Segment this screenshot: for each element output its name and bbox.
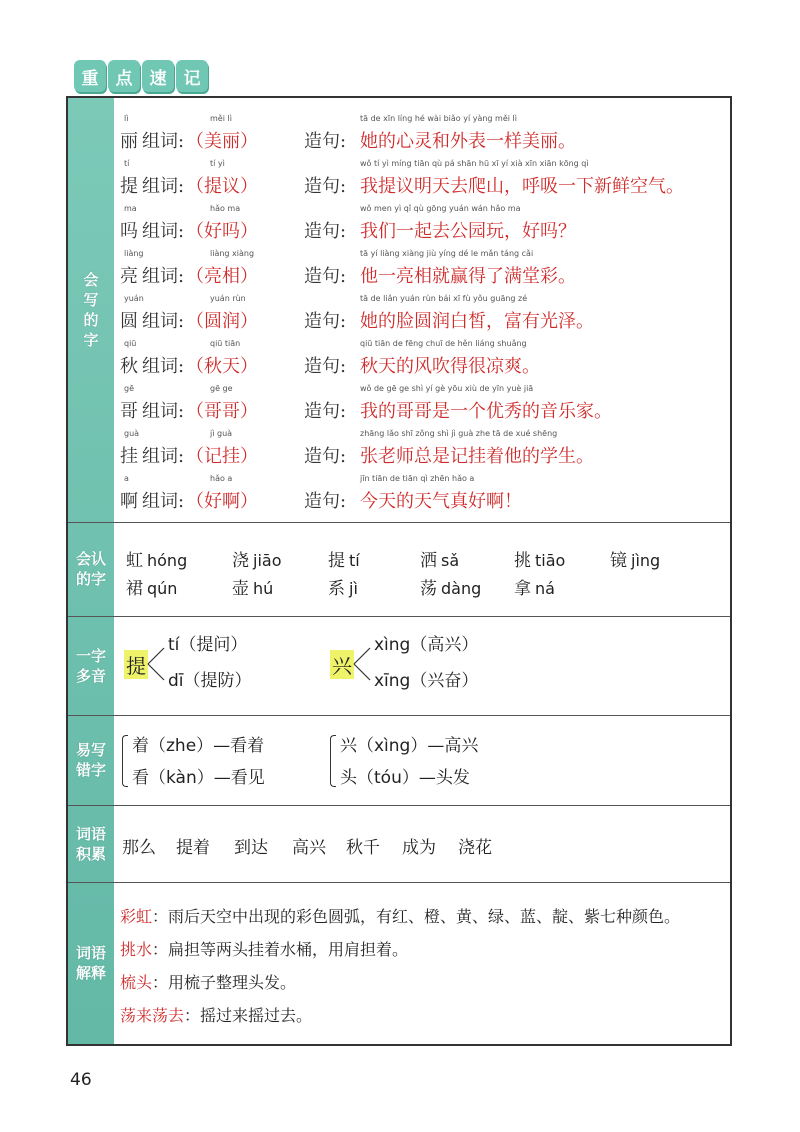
write-row xyxy=(120,429,730,473)
write-row xyxy=(120,204,730,248)
section-header xyxy=(74,60,208,92)
brace xyxy=(122,735,128,787)
recognize-item xyxy=(126,574,177,599)
write-char: 挂 xyxy=(120,446,138,467)
section-label-explain xyxy=(68,882,114,1044)
recognize-pinyin: qún xyxy=(147,579,178,598)
write-char: 亮 xyxy=(120,266,138,287)
label-line: 积累 xyxy=(75,844,106,863)
recognize-char: 浇 xyxy=(232,551,249,571)
recognize-item xyxy=(514,574,555,599)
write-row xyxy=(120,249,730,293)
sentence-label: 造句: xyxy=(304,176,347,197)
confusing-section xyxy=(120,715,726,805)
explanation-text: ：雨后天空中出现的彩色圆弧，有红、橙、黄、绿、蓝、靛、紫七种颜色。 xyxy=(152,907,681,926)
explanation xyxy=(120,1003,312,1026)
recognize-pinyin: dàng xyxy=(441,579,482,598)
polyphonic-reading: tí（提问） xyxy=(168,635,248,655)
sentence-example: 她的心灵和外表一样美丽。 xyxy=(360,131,576,152)
recognize-item xyxy=(420,546,459,571)
write-char: 圆 xyxy=(120,311,138,332)
sentence-pinyin: tā de liǎn yuán rùn bái xī fù yǒu guāng zé xyxy=(360,294,528,303)
write-row xyxy=(120,339,730,383)
word-pinyin: hǎo ma xyxy=(210,204,241,213)
group-label: 组词: xyxy=(142,311,185,332)
word-pinyin: hǎo a xyxy=(210,474,233,483)
recognize-section xyxy=(120,522,726,616)
word-pinyin: měi lì xyxy=(210,114,232,123)
header-tile: 重 xyxy=(74,60,106,92)
group-label: 组词: xyxy=(142,491,185,512)
sentence-label: 造句: xyxy=(304,311,347,332)
label-char: 的 xyxy=(83,311,99,329)
char-pinyin: gē xyxy=(124,384,134,393)
sentence-example: 张老师总是记挂着他的学生。 xyxy=(360,446,594,467)
recognize-pinyin: tí xyxy=(349,551,360,570)
write-char: 丽 xyxy=(120,131,138,152)
explanation xyxy=(120,904,680,927)
group-label: 组词: xyxy=(142,131,185,152)
char-pinyin: a xyxy=(124,474,129,483)
label-line: 易写 xyxy=(75,741,106,759)
branch-lines xyxy=(352,638,372,688)
word-item: 到达 xyxy=(234,838,268,858)
recognize-char: 拿 xyxy=(514,579,531,599)
explanation-term: 彩虹 xyxy=(120,907,153,926)
explanation xyxy=(120,937,408,960)
sentence-example: 秋天的风吹得很凉爽。 xyxy=(360,356,540,377)
write-char: 啊 xyxy=(120,491,138,512)
recognize-pinyin: ná xyxy=(535,579,555,598)
confusing-item: 着（zhe）—看着 xyxy=(132,736,265,756)
polyphonic-reading: dī（提防） xyxy=(168,671,252,691)
words-section xyxy=(120,805,726,882)
brace xyxy=(330,735,336,787)
sentence-pinyin: wǒ de gē ge shì yí gè yōu xiù de yīn yuè jiā xyxy=(360,384,534,393)
group-label: 组词: xyxy=(142,356,185,377)
recognize-char: 提 xyxy=(328,551,345,571)
sentence-label: 造句: xyxy=(304,356,347,377)
word-pinyin: qiū tiān xyxy=(210,339,241,348)
recognize-char: 荡 xyxy=(420,579,437,599)
word-item: 那么 xyxy=(122,838,156,858)
polyphonic-section xyxy=(120,616,726,715)
word-item: 高兴 xyxy=(292,838,326,858)
explanation-text: ：扁担等两头挂着水桶，用肩担着。 xyxy=(152,940,409,959)
word-example: （好吗） xyxy=(186,221,258,242)
section-label-recognize xyxy=(68,522,114,616)
confusing-item: 头（tóu）—头发 xyxy=(340,768,470,788)
char-pinyin: tí xyxy=(124,159,130,168)
confusing-item: 看（kàn）—看见 xyxy=(132,768,265,788)
group-label: 组词: xyxy=(142,221,185,242)
confusing-item: 兴（xìng）—高兴 xyxy=(340,736,479,756)
sentence-example: 他一亮相就赢得了满堂彩。 xyxy=(360,266,576,287)
word-example: （记挂） xyxy=(186,446,258,467)
label-line: 的字 xyxy=(75,570,106,588)
word-item: 秋千 xyxy=(346,838,380,858)
recognize-char: 镜 xyxy=(610,551,627,571)
recognize-item xyxy=(126,546,187,571)
write-row xyxy=(120,114,730,158)
sentence-example: 她的脸圆润白皙，富有光泽。 xyxy=(360,311,594,332)
label-line: 会认 xyxy=(75,550,106,568)
recognize-pinyin: jìng xyxy=(631,551,661,570)
recognize-item xyxy=(420,574,481,599)
word-example: （美丽） xyxy=(186,131,258,152)
sentence-label: 造句: xyxy=(304,131,347,152)
label-line: 一字 xyxy=(75,646,106,665)
char-pinyin: liàng xyxy=(124,249,144,258)
write-char: 吗 xyxy=(120,221,138,242)
write-row xyxy=(120,159,730,203)
explanation-term: 挑水 xyxy=(120,940,153,959)
recognize-item xyxy=(232,574,273,599)
section-label-confusing xyxy=(68,715,114,805)
notes-table xyxy=(66,96,732,1046)
group-label: 组词: xyxy=(142,401,185,422)
sentence-label: 造句: xyxy=(304,221,347,242)
word-example: （好啊） xyxy=(186,491,258,512)
write-char: 哥 xyxy=(120,401,138,422)
recognize-pinyin: jì xyxy=(349,579,358,598)
word-example: （哥哥） xyxy=(186,401,258,422)
explanation-text: ：摇过来摇过去。 xyxy=(184,1006,313,1025)
sentence-example: 我的哥哥是一个优秀的音乐家。 xyxy=(360,401,612,422)
word-example: （提议） xyxy=(186,176,258,197)
sentence-pinyin: wǒ men yì qǐ qù gōng yuán wán hǎo ma xyxy=(360,204,521,213)
polyphonic-reading: xìng（高兴） xyxy=(374,635,479,655)
branch-lines xyxy=(146,638,166,688)
char-pinyin: ma xyxy=(124,204,137,213)
label-line: 词语 xyxy=(75,824,106,843)
word-item: 成为 xyxy=(402,838,436,858)
word-pinyin: liàng xiàng xyxy=(210,249,255,258)
section-label-polyphonic xyxy=(68,616,114,715)
label-char: 写 xyxy=(83,291,99,309)
header-tile: 记 xyxy=(176,60,208,92)
word-pinyin: yuán rùn xyxy=(210,294,246,303)
recognize-pinyin: sǎ xyxy=(441,551,460,570)
group-label: 组词: xyxy=(142,266,185,287)
recognize-char: 壶 xyxy=(232,579,249,599)
header-tile: 点 xyxy=(108,60,140,92)
recognize-char: 虹 xyxy=(126,551,143,571)
sentence-example: 我们一起去公园玩，好吗？ xyxy=(360,221,576,242)
word-example: （圆润） xyxy=(186,311,258,332)
write-char: 提 xyxy=(120,176,138,197)
recognize-pinyin: hú xyxy=(253,579,274,598)
char-pinyin: yuán xyxy=(124,294,144,303)
write-row xyxy=(120,294,730,338)
recognize-char: 裙 xyxy=(126,579,143,599)
sentence-label: 造句: xyxy=(304,401,347,422)
recognize-item xyxy=(328,546,360,571)
group-label: 组词: xyxy=(142,446,185,467)
char-pinyin: lì xyxy=(124,114,129,123)
label-char: 字 xyxy=(83,331,99,349)
polyphonic-char: 提 xyxy=(124,650,148,679)
header-tile: 速 xyxy=(142,60,174,92)
recognize-item xyxy=(514,546,565,571)
write-row xyxy=(120,384,730,428)
char-pinyin: qiū xyxy=(124,339,137,348)
recognize-pinyin: jiāo xyxy=(253,551,282,570)
recognize-item xyxy=(610,546,660,571)
sentence-pinyin: tā de xīn líng hé wài biǎo yí yàng měi lì xyxy=(360,114,517,123)
label-line: 多音 xyxy=(75,666,106,685)
word-pinyin: tí yì xyxy=(210,159,225,168)
sentence-pinyin: jīn tiān de tiān qì zhēn hǎo a xyxy=(360,474,475,483)
word-item: 浇花 xyxy=(458,838,492,858)
write-row xyxy=(120,474,730,518)
explain-section xyxy=(120,882,726,1044)
write-char: 秋 xyxy=(120,356,138,377)
section-label-write xyxy=(68,98,114,522)
explanation-term: 梳头 xyxy=(120,973,153,992)
recognize-item xyxy=(328,574,358,599)
recognize-pinyin: tiāo xyxy=(535,551,566,570)
sentence-pinyin: wǒ tí yì míng tiān qù pá shān hū xī yí xià xīn xiān kōng qì xyxy=(360,159,589,168)
sentence-pinyin: tā yí liàng xiàng jiù yíng dé le mǎn táng cǎi xyxy=(360,249,534,258)
sentence-example: 我提议明天去爬山，呼吸一下新鲜空气。 xyxy=(360,176,684,197)
word-example: （亮相） xyxy=(186,266,258,287)
label-char: 会 xyxy=(83,271,99,289)
char-pinyin: guà xyxy=(124,429,140,438)
recognize-char: 洒 xyxy=(420,551,437,571)
sentence-pinyin: qiū tiān de fēng chuī de hěn liáng shuǎng xyxy=(360,339,527,348)
group-label: 组词: xyxy=(142,176,185,197)
recognize-char: 挑 xyxy=(514,551,531,571)
word-pinyin: gē ge xyxy=(210,384,233,393)
label-line: 词语 xyxy=(75,944,106,962)
word-example: （秋天） xyxy=(186,356,258,377)
label-line: 错字 xyxy=(75,761,106,779)
word-item: 提着 xyxy=(176,838,210,858)
explanation-text: ：用梳子整理头发。 xyxy=(152,973,297,992)
sentence-pinyin: zhāng lǎo shī zǒng shì jì guà zhe tā de xué shēng xyxy=(360,429,558,438)
explanation-term: 荡来荡去 xyxy=(120,1006,185,1025)
sentence-label: 造句: xyxy=(304,491,347,512)
word-pinyin: jì guà xyxy=(210,429,233,438)
sentence-example: 今天的天气真好啊！ xyxy=(360,491,522,512)
write-section xyxy=(120,114,726,518)
page-number: 46 xyxy=(70,1070,92,1090)
section-label-words xyxy=(68,805,114,882)
recognize-item xyxy=(232,546,281,571)
polyphonic-reading: xīng（兴奋） xyxy=(374,671,479,691)
recognize-pinyin: hóng xyxy=(147,551,188,570)
polyphonic-char: 兴 xyxy=(330,650,354,679)
explanation xyxy=(120,970,296,993)
recognize-char: 系 xyxy=(328,579,345,599)
sentence-label: 造句: xyxy=(304,446,347,467)
label-line: 解释 xyxy=(75,964,106,982)
sentence-label: 造句: xyxy=(304,266,347,287)
